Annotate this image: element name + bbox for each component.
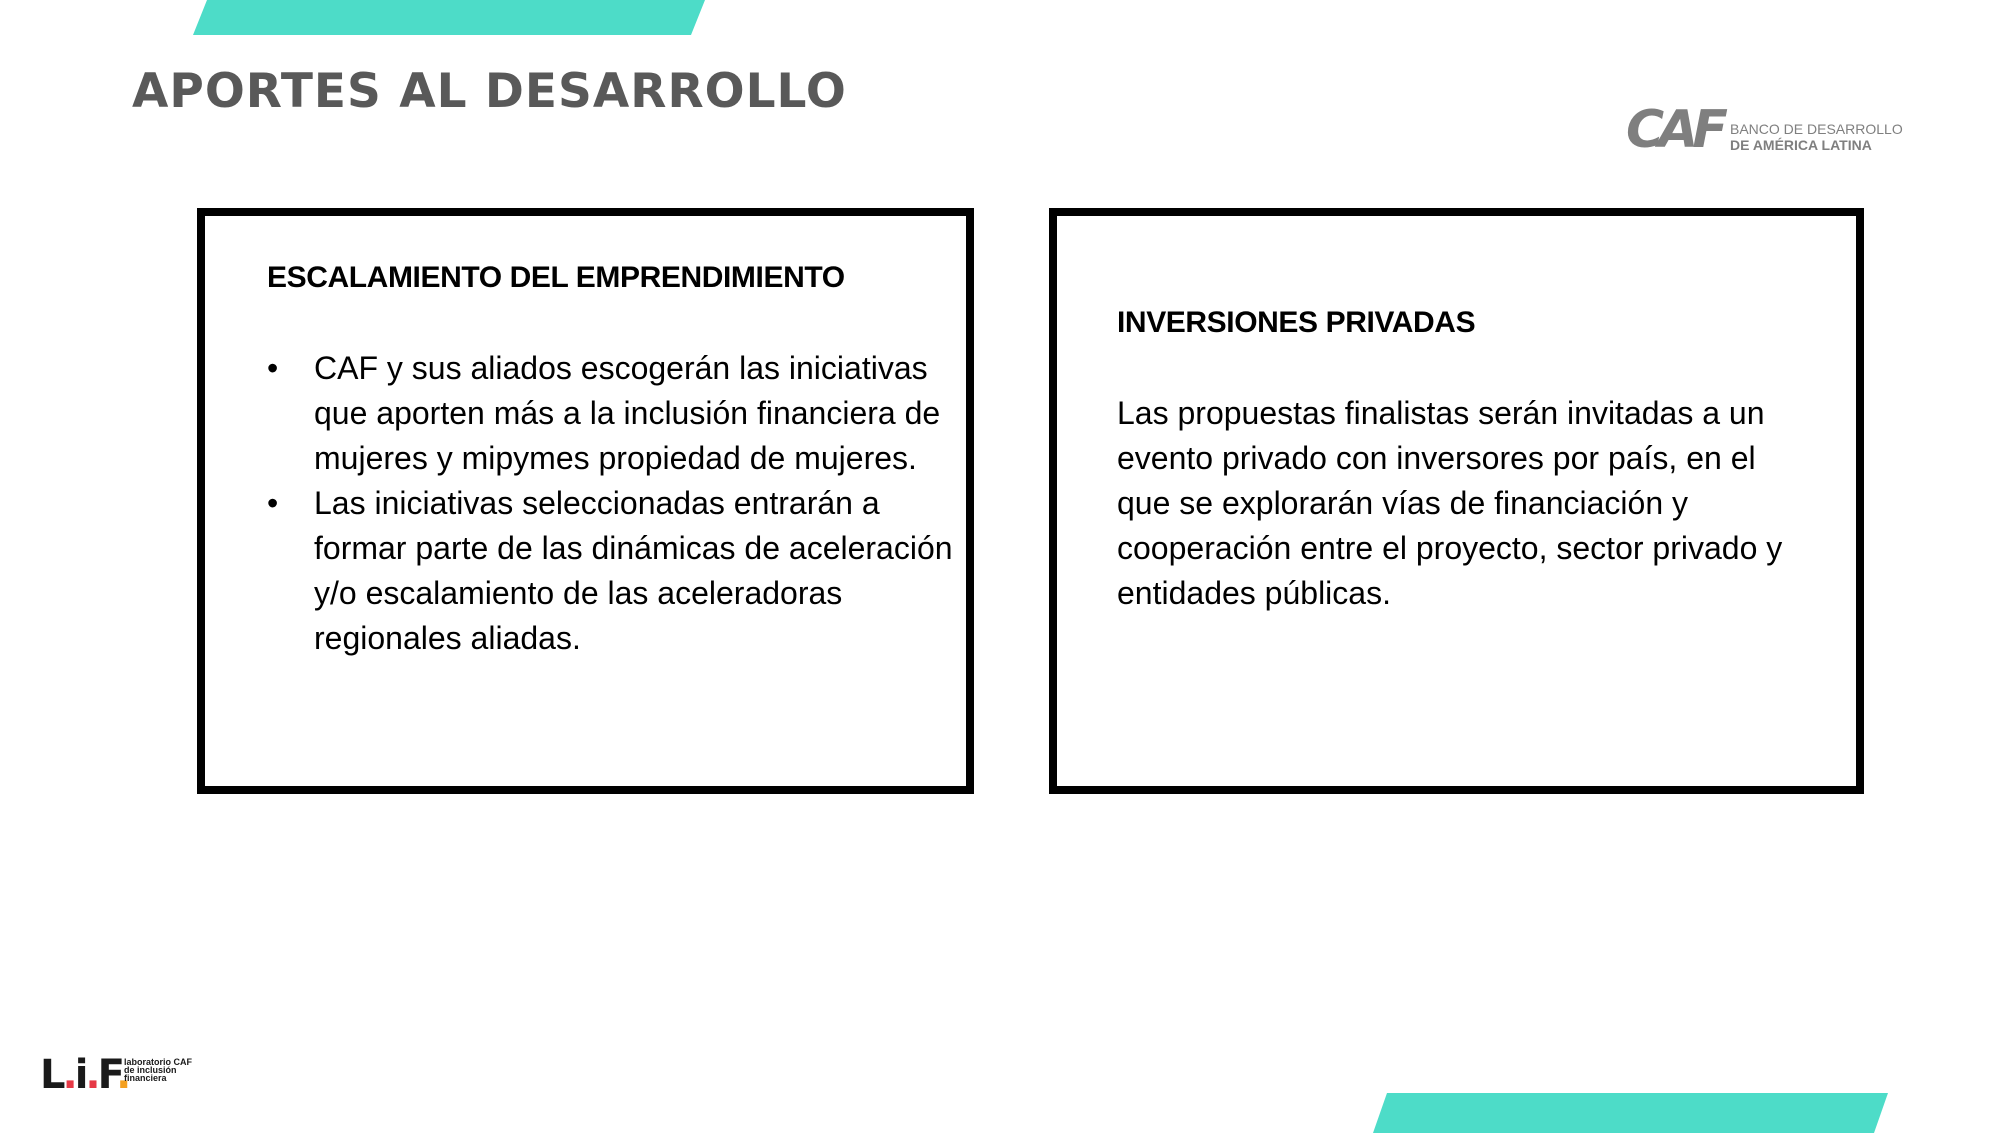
card-escalamiento bbox=[197, 208, 974, 794]
card-inversiones bbox=[1049, 208, 1864, 794]
card-paragraph: Las propuestas finalistas serán invitadas a un evento privado con inversores por país, en el que se explorarán vías de financiación y cooperación entre el proyecto, sector privado y entidades públicas. bbox=[1117, 395, 1783, 611]
lif-logo-text: laboratorio CAF de inclusión financiera bbox=[124, 1057, 193, 1083]
lif-logo bbox=[40, 1053, 210, 1098]
bottom-accent-bar bbox=[1373, 1093, 1888, 1133]
bullet-text: CAF y sus aliados escogerán las iniciativas que aporten más a la inclusión financiera de mujeres y mipymes propiedad de mujeres. bbox=[314, 350, 941, 476]
list-item bbox=[267, 481, 967, 661]
top-accent-bar bbox=[193, 0, 705, 35]
list-item bbox=[267, 346, 967, 481]
caf-logo bbox=[1626, 101, 1903, 157]
bullet-icon: • bbox=[267, 485, 279, 521]
svg-text:CAF: CAF bbox=[1626, 101, 1722, 153]
lif-logo-mark: L.i.F. bbox=[40, 1052, 129, 1098]
bullet-text: Las iniciativas seleccionadas entrarán a formar parte de las dinámicas de aceleración y/o escalamiento de las aceleradoras regionales aliadas. bbox=[314, 485, 953, 656]
card-heading: ESCALAMIENTO DEL EMPRENDIMIENTO bbox=[267, 261, 845, 294]
bullet-list bbox=[267, 346, 967, 661]
caf-logo-text: BANCO DE DESARROLLO DE AMÉRICA LATINA bbox=[1730, 121, 1903, 153]
bullet-icon: • bbox=[267, 350, 279, 386]
page-title: APORTES AL DESARROLLO bbox=[132, 64, 847, 119]
caf-logo-mark bbox=[1626, 101, 1730, 153]
card-heading: INVERSIONES PRIVADAS bbox=[1117, 306, 1476, 339]
